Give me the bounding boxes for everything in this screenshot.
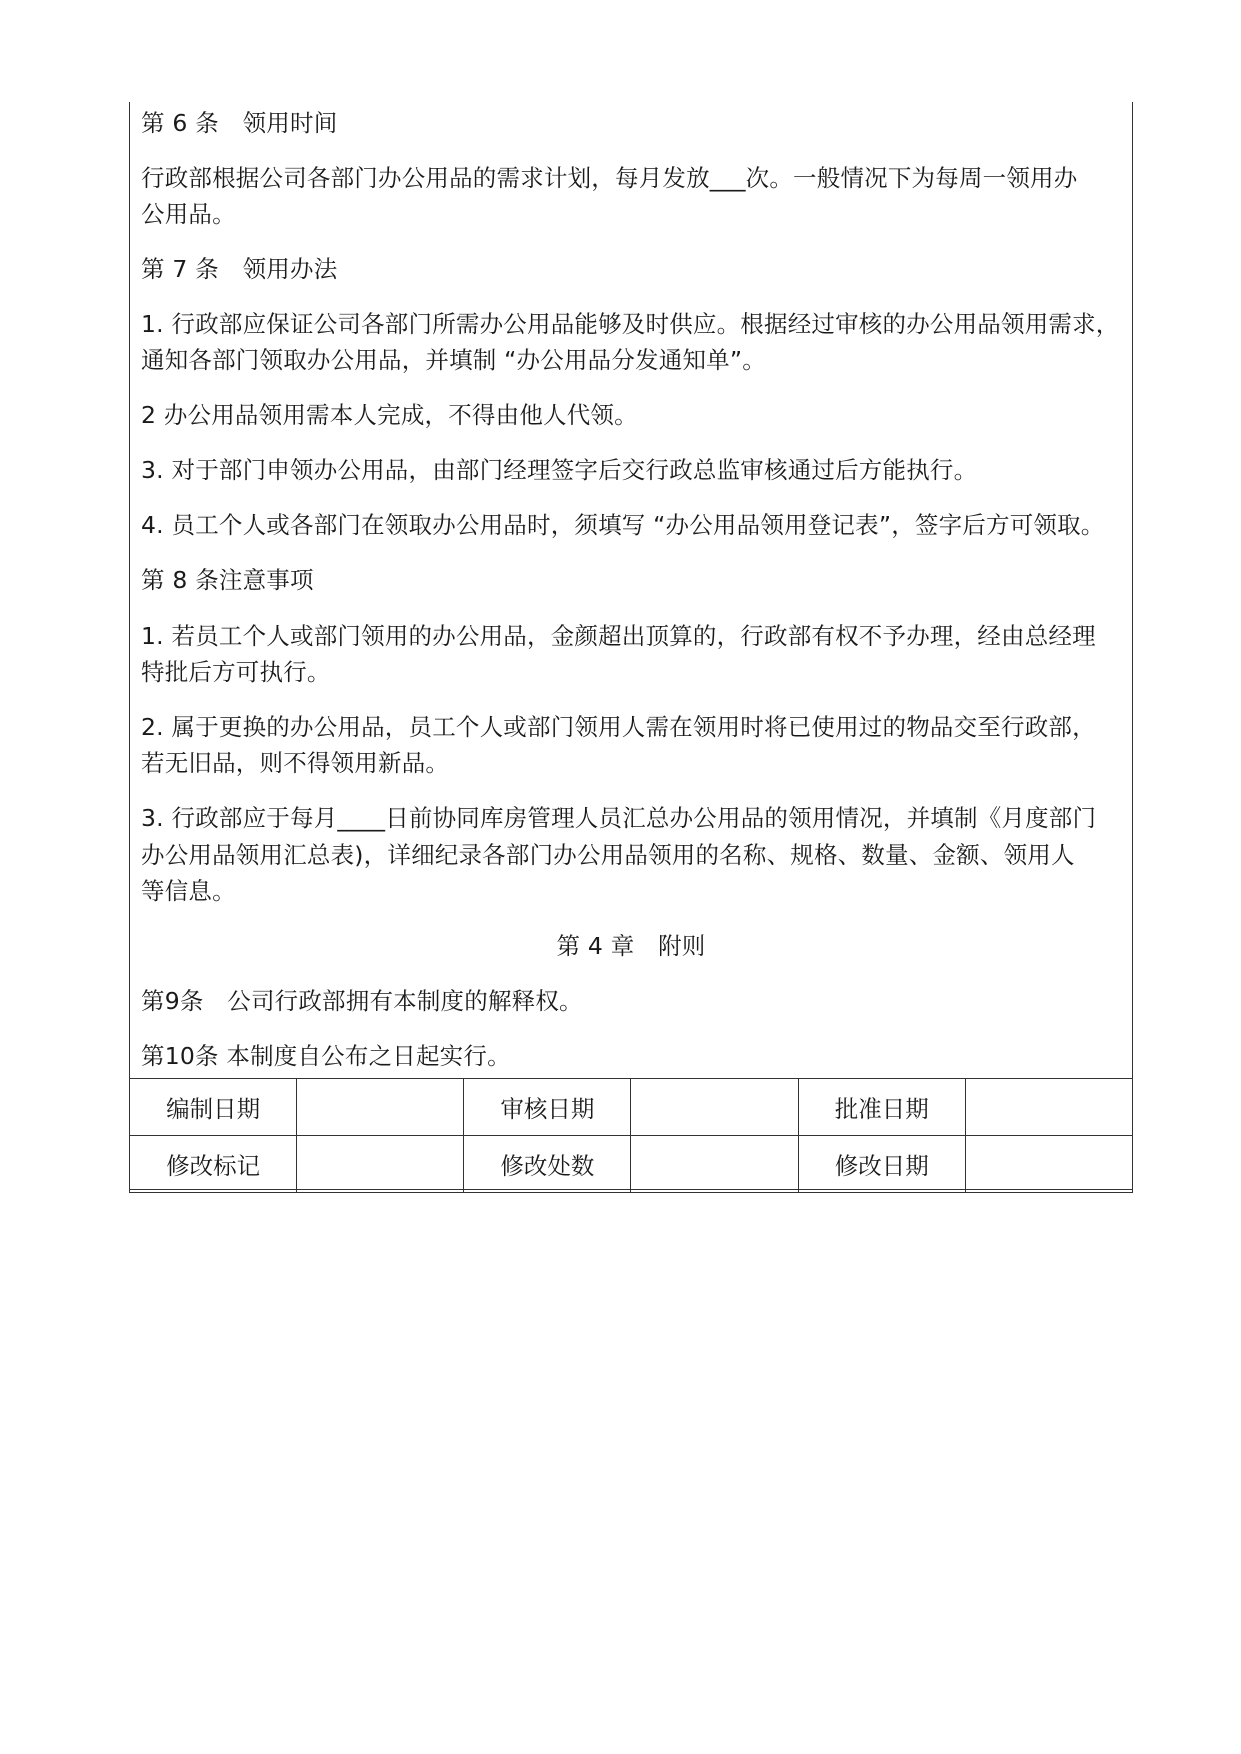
chapter-4-heading: 第 4 章 附则	[556, 932, 706, 960]
compile-date-value[interactable]	[297, 1079, 464, 1136]
article-6-heading: 第 6 条 领用时间	[141, 109, 338, 137]
article-8-heading: 第 8 条注意事项	[141, 566, 314, 594]
article-10: 第10条 本制度自公布之日起实行。	[141, 1042, 511, 1070]
review-date-value[interactable]	[631, 1079, 798, 1136]
article-8-item-2-line-1: 2. 属于更换的办公用品，员工个人或部门领用人需在领用时将已使用过的物品交至行政部，	[141, 713, 1096, 741]
approval-date-label: 批准日期	[798, 1079, 965, 1136]
article-8-item-2-line-2: 若无旧品，则不得领用新品。	[141, 749, 450, 777]
compile-date-label: 编制日期	[130, 1079, 297, 1136]
article-8-item-3-line-2: 办公用品领用汇总表)，详细纪录各部门办公用品领用的名称、规格、数量、金额、领用人	[141, 841, 1075, 869]
article-8-item-3-line-1: 3. 行政部应于每月____日前协同库房管理人员汇总办公用品的领用情况，并填制《月度部门	[141, 804, 1097, 832]
article-7-item-3: 3. 对于部门申领办公用品，由部门经理签字后交行政总监审核通过后方能执行。	[141, 456, 978, 484]
article-7-item-2: 2 办公用品领用需本人完成，不得由他人代领。	[141, 401, 638, 429]
approval-date-value[interactable]	[965, 1079, 1132, 1136]
revision-mark-value[interactable]	[297, 1136, 464, 1193]
article-8-item-1-line-1: 1. 若员工个人或部门领用的办公用品，金颜超出顶算的，行政部有权不予办理，经由总经理	[141, 622, 1096, 650]
signoff-table	[129, 1078, 1133, 1193]
revision-date-label: 修改日期	[798, 1136, 965, 1193]
revision-mark-label: 修改标记	[130, 1136, 297, 1193]
article-9: 第9条 公司行政部拥有本制度的解释权。	[141, 987, 583, 1015]
article-7-item-4: 4. 员工个人或各部门在领取办公用品时，须填写 “办公用品领用登记表”，签字后方可领取。	[141, 511, 1105, 539]
article-8-item-3-line-3: 等信息。	[141, 877, 236, 905]
article-7-item-1-line-1: 1. 行政部应保证公司各部门所需办公用品能够及时供应。根据经过审核的办公用品领用需求，	[141, 310, 1120, 338]
revision-count-value[interactable]	[631, 1136, 798, 1193]
article-6-text-1: 行政部根据公司各部门办公用品的需求计划，每月发放___次。一般情况下为每周一领用办	[141, 164, 1078, 192]
table-row	[130, 1079, 1133, 1136]
revision-date-value[interactable]	[965, 1136, 1132, 1193]
article-6-text-2: 公用品。	[141, 200, 236, 228]
table-row	[130, 1136, 1133, 1193]
article-8-item-1-line-2: 特批后方可执行。	[141, 658, 331, 686]
review-date-label: 审核日期	[464, 1079, 631, 1136]
revision-count-label: 修改处数	[464, 1136, 631, 1193]
article-7-heading: 第 7 条 领用办法	[141, 255, 338, 283]
article-7-item-1-line-2: 通知各部门领取办公用品，并填制 “办公用品分发通知单”。	[141, 346, 766, 374]
